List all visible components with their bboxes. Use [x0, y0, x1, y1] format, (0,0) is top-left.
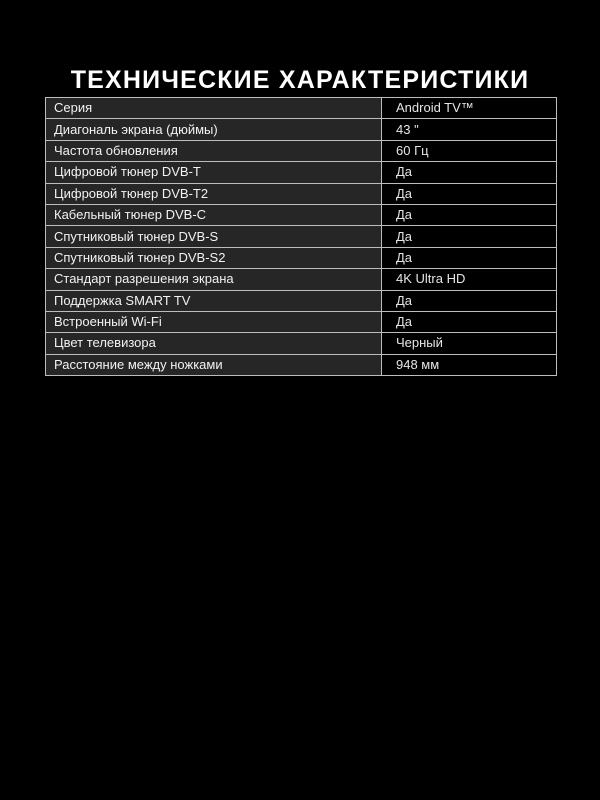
table-row: [46, 183, 557, 204]
page-title: ТЕХНИЧЕСКИЕ ХАРАКТЕРИСТИКИ: [70, 65, 530, 94]
spec-label: Кабельный тюнер DVB-C: [46, 204, 382, 225]
spec-value: 948 мм: [382, 354, 557, 375]
spec-value: Да: [382, 311, 557, 332]
spec-value: 4K Ultra HD: [382, 269, 557, 290]
table-row: [46, 354, 557, 375]
spec-value: Да: [382, 204, 557, 225]
table-row: [46, 311, 557, 332]
table-row: [46, 98, 557, 119]
spec-label: Серия: [46, 98, 382, 119]
table-row: [46, 247, 557, 268]
table-row: [46, 269, 557, 290]
spec-label: Поддержка SMART TV: [46, 290, 382, 311]
spec-label: Спутниковый тюнер DVB-S: [46, 226, 382, 247]
spec-label: Стандарт разрешения экрана: [46, 269, 382, 290]
spec-value: Да: [382, 226, 557, 247]
spec-value: Да: [382, 247, 557, 268]
table-row: [46, 290, 557, 311]
spec-value: 43 ": [382, 119, 557, 140]
spec-value: 60 Гц: [382, 140, 557, 161]
table-row: [46, 204, 557, 225]
spec-label: Спутниковый тюнер DVB-S2: [46, 247, 382, 268]
spec-value: Да: [382, 162, 557, 183]
spec-label: Цифровой тюнер DVB-T: [46, 162, 382, 183]
table-row: [46, 119, 557, 140]
spec-label: Цифровой тюнер DVB-T2: [46, 183, 382, 204]
specs-table: [45, 97, 557, 376]
spec-label: Частота обновления: [46, 140, 382, 161]
table-row: [46, 226, 557, 247]
spec-value: Android TV™: [382, 98, 557, 119]
spec-label: Диагональ экрана (дюймы): [46, 119, 382, 140]
spec-label: Встроенный Wi-Fi: [46, 311, 382, 332]
table-row: [46, 162, 557, 183]
spec-value: Черный: [382, 333, 557, 354]
spec-label: Расстояние между ножками: [46, 354, 382, 375]
spec-value: Да: [382, 183, 557, 204]
table-row: [46, 140, 557, 161]
spec-label: Цвет телевизора: [46, 333, 382, 354]
spec-value: Да: [382, 290, 557, 311]
table-row: [46, 333, 557, 354]
